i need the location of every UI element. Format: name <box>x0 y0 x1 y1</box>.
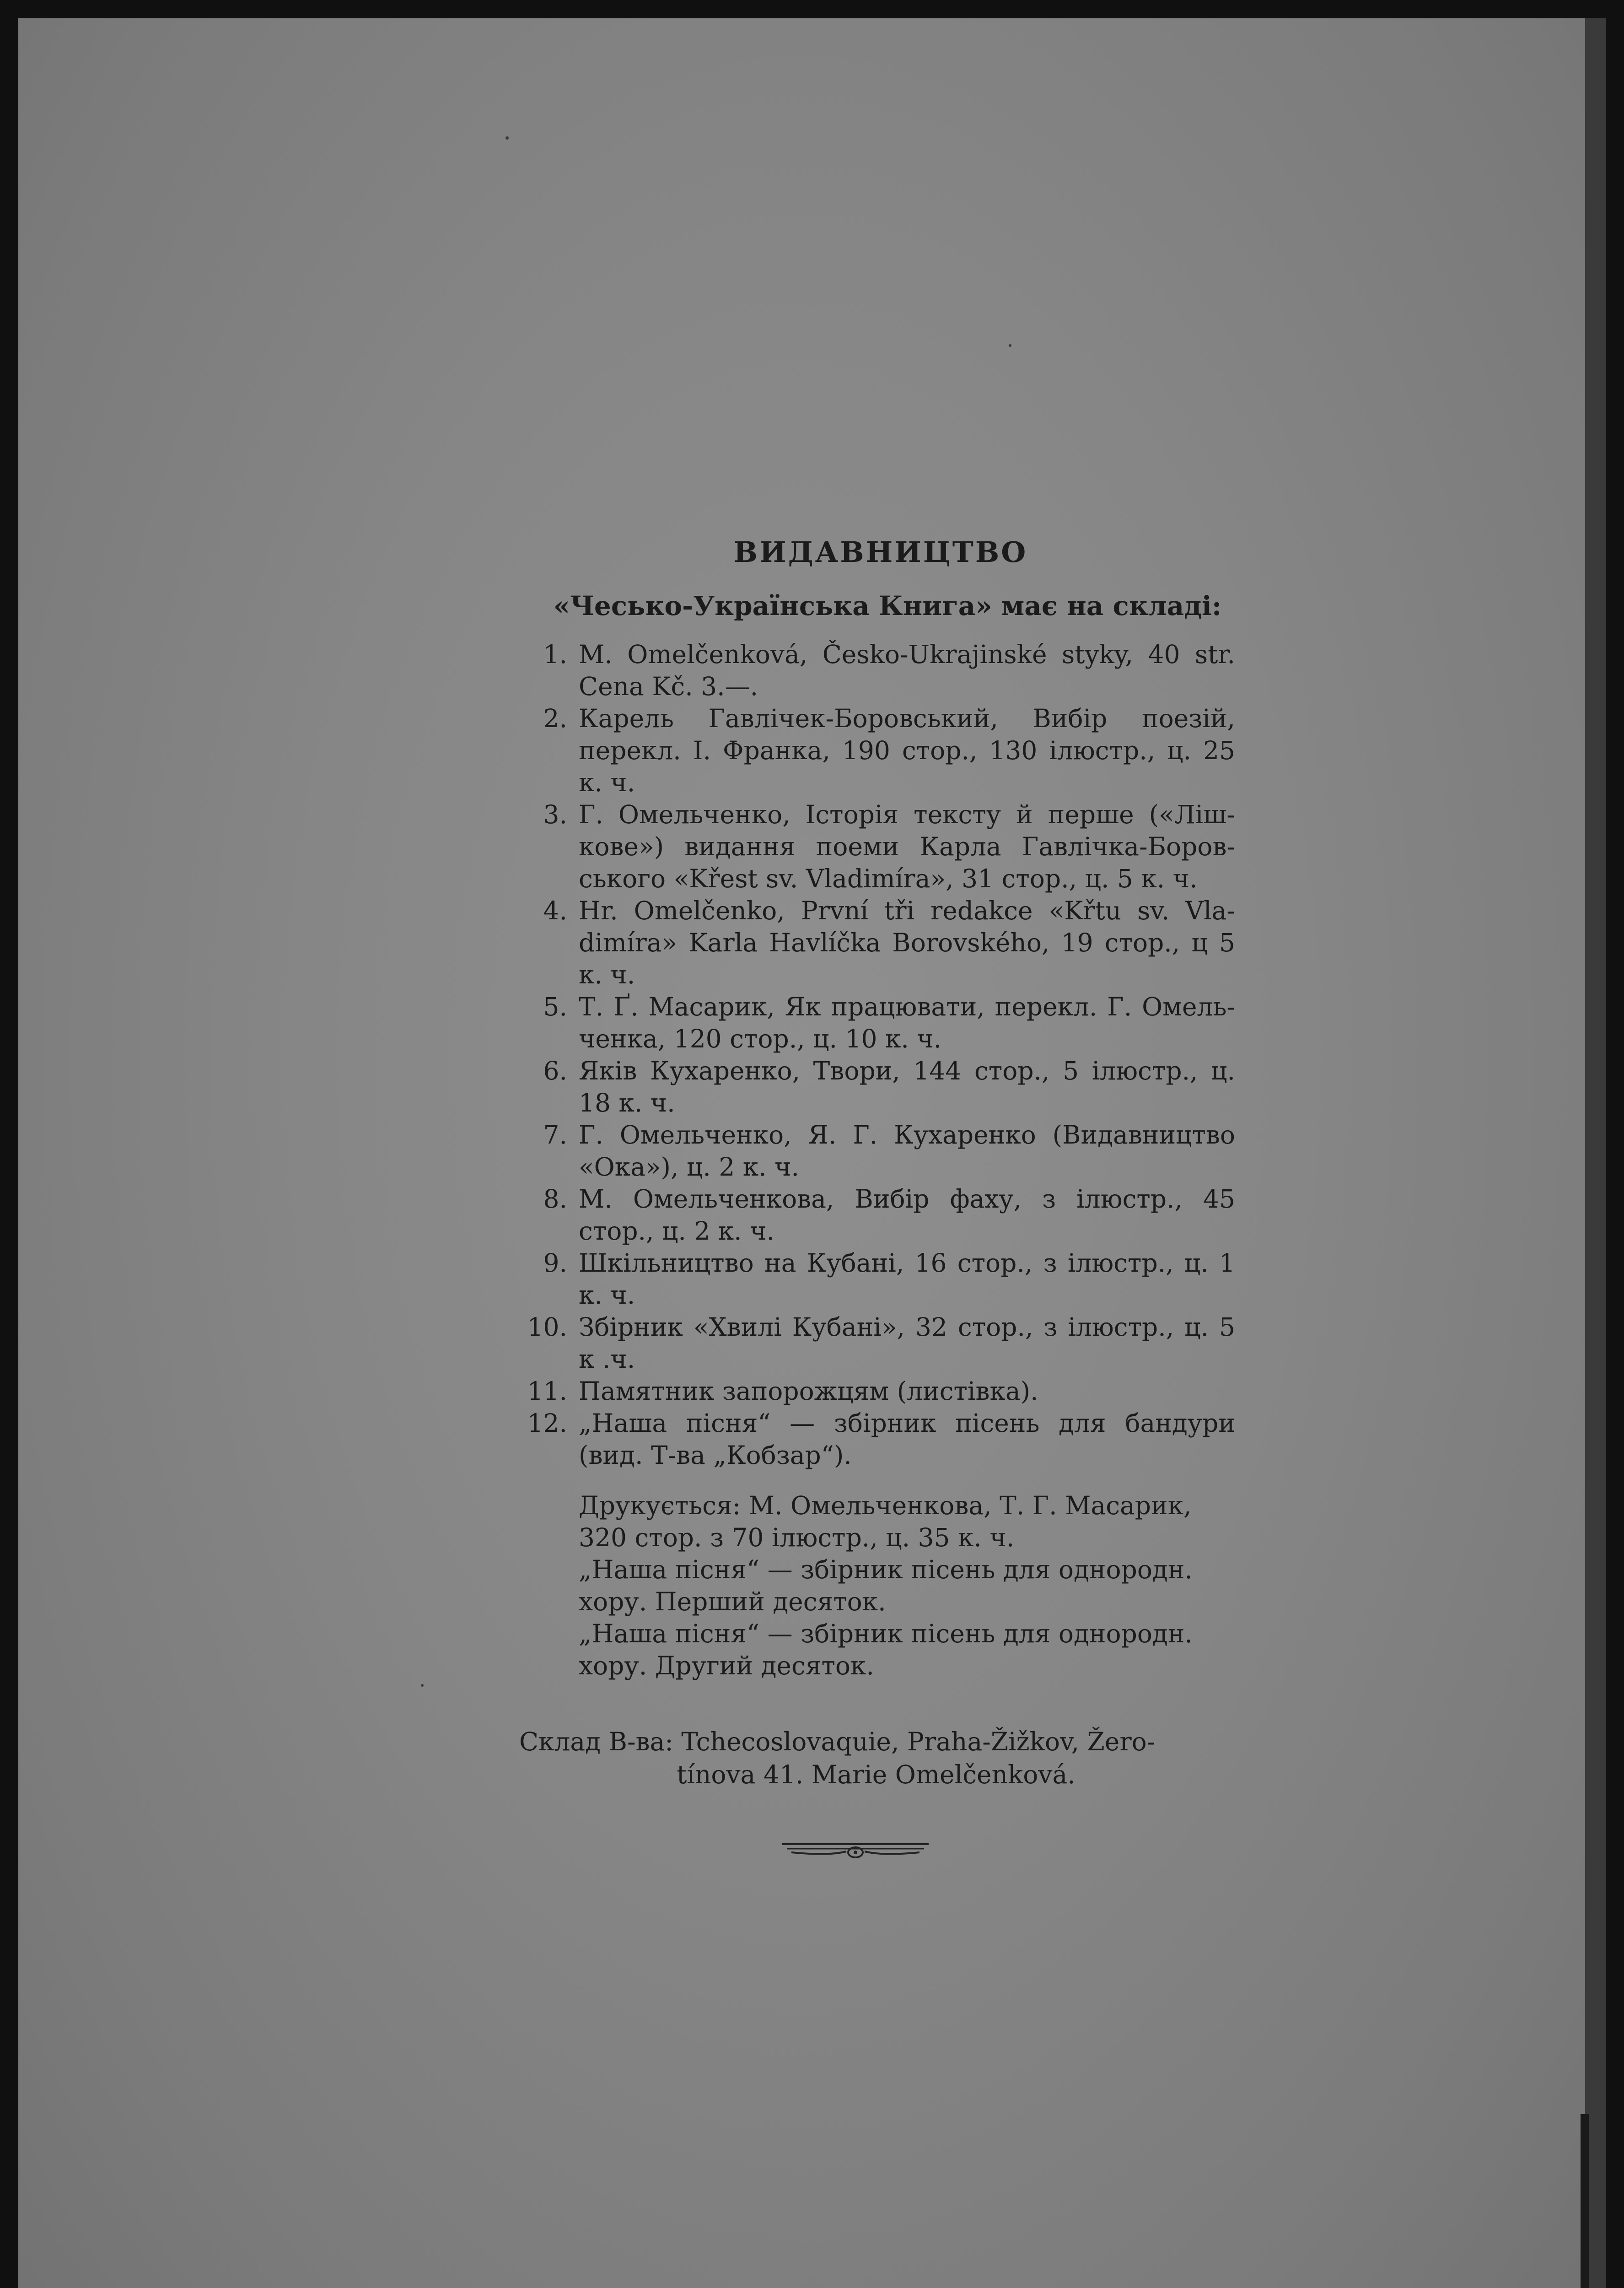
page-edge-shadow <box>1581 2114 1589 2288</box>
book-entry-text: „Наша пісня“ — збірник пісень для бандури (вид. Т-ва „Кобзар“). <box>579 1408 1235 1470</box>
dust-speck <box>1009 344 1011 347</box>
book-list-item <box>522 702 1235 799</box>
book-number: 1. <box>543 640 567 669</box>
forthcoming-line: Друкується: М. Омельченкова, Т. Г. Масарик, <box>579 1491 1192 1520</box>
book-list-item <box>522 991 1235 1055</box>
book-list-item <box>522 638 1235 702</box>
book-entry-text: Збірник «Хвилі Кубані», 32 стор., з ілюстр., ц. 5 к .ч. <box>579 1312 1235 1374</box>
book-number: 10. <box>527 1312 567 1342</box>
book-list-item <box>522 799 1235 895</box>
book-list-item <box>522 1055 1235 1119</box>
book-entry-text: Г. Омельченко, Я. Г. Кухаренко (Видавництво «Ока»), ц. 2 к. ч. <box>579 1120 1235 1182</box>
book-number: 7. <box>543 1120 567 1149</box>
book-entry-text: Шкільництво на Кубані, 16 стор., з ілюстр., ц. 1 к. ч. <box>579 1248 1235 1310</box>
book-number: 9. <box>543 1248 567 1278</box>
warehouse-line-2: tínova 41. Marie Omelčenková. <box>677 1760 1075 1789</box>
book-number: 4. <box>543 896 567 925</box>
book-number: 8. <box>543 1184 567 1214</box>
forthcoming-line: 320 стор. з 70 ілюстр., ц. 35 к. ч. <box>579 1523 1015 1552</box>
dust-speck <box>421 1684 424 1687</box>
book-list-item <box>522 1247 1235 1311</box>
dust-speck <box>505 136 509 140</box>
book-number: 3. <box>543 800 567 829</box>
book-number: 5. <box>543 992 567 1021</box>
forthcoming-line: „Наша пісня“ — збірник пісень для однородн. <box>579 1555 1193 1584</box>
book-list-item <box>522 1375 1235 1407</box>
forthcoming-line: хору. Перший десяток. <box>579 1587 886 1616</box>
book-entry-text: Карель Гавлічек-Боровський, Вибір поезій, перекл. І. Франка, 190 стор., 130 ілюстр., ц. 25 к. ч. <box>579 704 1235 797</box>
ornament-rule-icon <box>778 1830 933 1867</box>
book-entry-text: M. Omelčenková, Česko-Ukrajinské styky, 40 str. Cena Kč. 3.—. <box>579 640 1235 701</box>
page-edge-strip <box>1585 18 1606 2288</box>
book-number: 12. <box>527 1408 567 1438</box>
book-number: 11. <box>527 1376 567 1406</box>
book-list-item <box>522 1407 1235 1471</box>
forthcoming-line: „Наша пісня“ — збірник пісень для однородн. <box>579 1619 1193 1648</box>
warehouse-address <box>519 1725 1233 1791</box>
warehouse-line-1: Склад В-ва: Tchecoslovaquie, Praha-Žižkov, Žero- <box>519 1727 1156 1756</box>
book-list-item <box>522 1311 1235 1375</box>
book-entry-text: М. Омельченкова, Вибір фаху, з ілюстр., 45 стор., ц. 2 к. ч. <box>579 1184 1235 1246</box>
publisher-subheading: «Чесько-Українська Книга» має на складі: <box>553 590 1222 621</box>
book-entry-text: Яків Кухаренко, Твори, 144 стор., 5 ілюстр., ц. 18 к. ч. <box>579 1056 1235 1117</box>
forthcoming-section <box>579 1489 1235 1682</box>
book-list <box>522 638 1235 1471</box>
book-entry-text: Г. Омельченко, Історія тексту й перше («Ліш-кове») видання поеми Карла Гавлічка-Боров-ського «Křest sv. Vladimíra», 31 стор., ц. 5 к. ч. <box>579 800 1235 893</box>
book-number: 6. <box>543 1056 567 1085</box>
book-list-item <box>522 895 1235 991</box>
book-entry-text: Т. Ґ. Масарик, Як працювати, перекл. Г. Омель-ченка, 120 стор., ц. 10 к. ч. <box>579 992 1235 1053</box>
book-number: 2. <box>543 704 567 733</box>
publisher-heading: ВИДАВНИЦТВО <box>733 535 1028 569</box>
book-list-item <box>522 1183 1235 1247</box>
book-entry-text: Памятник запорожцям (листівка). <box>579 1376 1038 1406</box>
book-entry-text: Hr. Omelčenko, První tři redakce «Křtu sv. Vla-dimíra» Karla Havlíčka Borovského, 19 стор., ц 5 к. ч. <box>579 896 1235 989</box>
book-list-item <box>522 1119 1235 1183</box>
forthcoming-line: хору. Другий десяток. <box>579 1651 874 1680</box>
